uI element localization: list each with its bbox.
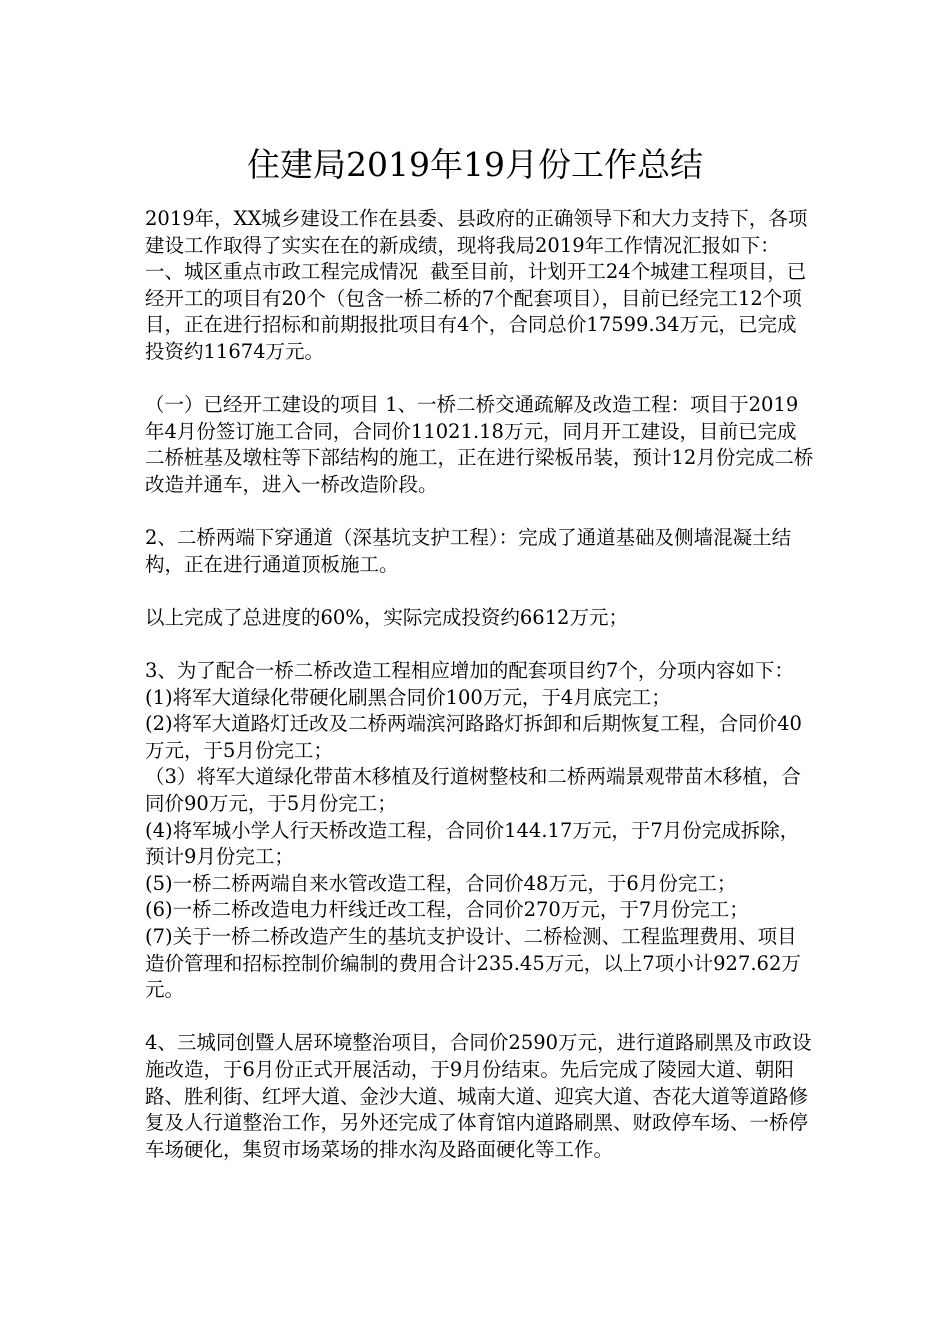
paragraph: 以上完成了总进度的60%，实际完成投资约6612万元；	[145, 605, 628, 629]
paragraph: 2019年，XX城乡建设工作在县委、县政府的正确领导下和大力支持下，各项建设工作取得了实实在在的新成绩，现将我局2019年工作情况汇报如下：	[145, 207, 808, 257]
paragraph: (6)一桥二桥改造电力杆线迁改工程，合同价270万元，于7月份完工；	[145, 898, 749, 922]
paragraph: (5)一桥二桥两端自来水管改造工程，合同价48万元，于6月份完工；	[145, 871, 737, 895]
paragraph: 4、三城同创暨人居环境整治项目，合同价2590万元，进行道路刷黑及市政设施改造，于6月份正式开展活动，于9月份结束。先后完成了陵园大道、朝阳路、胜利街、红坪大道、金沙大道、城南大道、迎宾大道、杏花大道等道路修复及人行道整治工作，另外还完成了体育馆内道路刷黑、财政停车场、一桥停车场硬化，集贸市场菜场的排水沟及路面硬化等工作。	[145, 1031, 812, 1161]
paragraph: 3、为了配合一桥二桥改造工程相应增加的配套项目约7个，分项内容如下：(1)将军大道绿化带硬化刷黑合同价100万元，于4月底完工；	[145, 659, 794, 709]
paragraph: （一）已经开工建设的项目 1、一桥二桥交通疏解及改造工程：项目于2019年4月份签订施工合同，合同价11021.18万元，同月开工建设，目前已完成二桥桩基及墩柱等下部结构的施工，正在进行梁板吊装，预计12月份完成二桥改造并通车，进入一桥改造阶段。	[145, 393, 814, 496]
document-title: 住建局2019年19月份工作总结	[247, 145, 703, 184]
paragraph: （3）将军大道绿化带苗木移植及行道树整枝和二桥两端景观带苗木移植，合同价90万元，于5月份完工；	[145, 765, 801, 816]
paragraph: 2、二桥两端下穿通道（深基坑支护工程）：完成了通道基础及侧墙混凝土结构，正在进行通道顶板施工。	[145, 526, 792, 576]
paragraph: 一、城区重点市政工程完成情况 截至目前，计划开工24个城建工程项目，已经开工的项目有20个（包含一桥二桥的7个配套项目），目前已经完工12个项目，正在进行招标和前期报批项目有4个，合同总价17599.34万元，已完成投资约11674万元。	[145, 260, 807, 363]
paragraph: (2)将军大道路灯迁改及二桥两端滨河路路灯拆卸和后期恢复工程，合同价40万元，于5月份完工；	[145, 712, 802, 762]
paragraph: (4)将军城小学人行天桥改造工程，合同价144.17万元，于7月份完成拆除，预计9月份完工；	[145, 818, 800, 869]
paragraph: (7)关于一桥二桥改造产生的基坑支护设计、二桥检测、工程监理费用、项目造价管理和招标控制价编制的费用合计235.45万元，以上7项小计927.62万元。	[145, 925, 801, 1002]
document-body	[145, 206, 815, 1163]
